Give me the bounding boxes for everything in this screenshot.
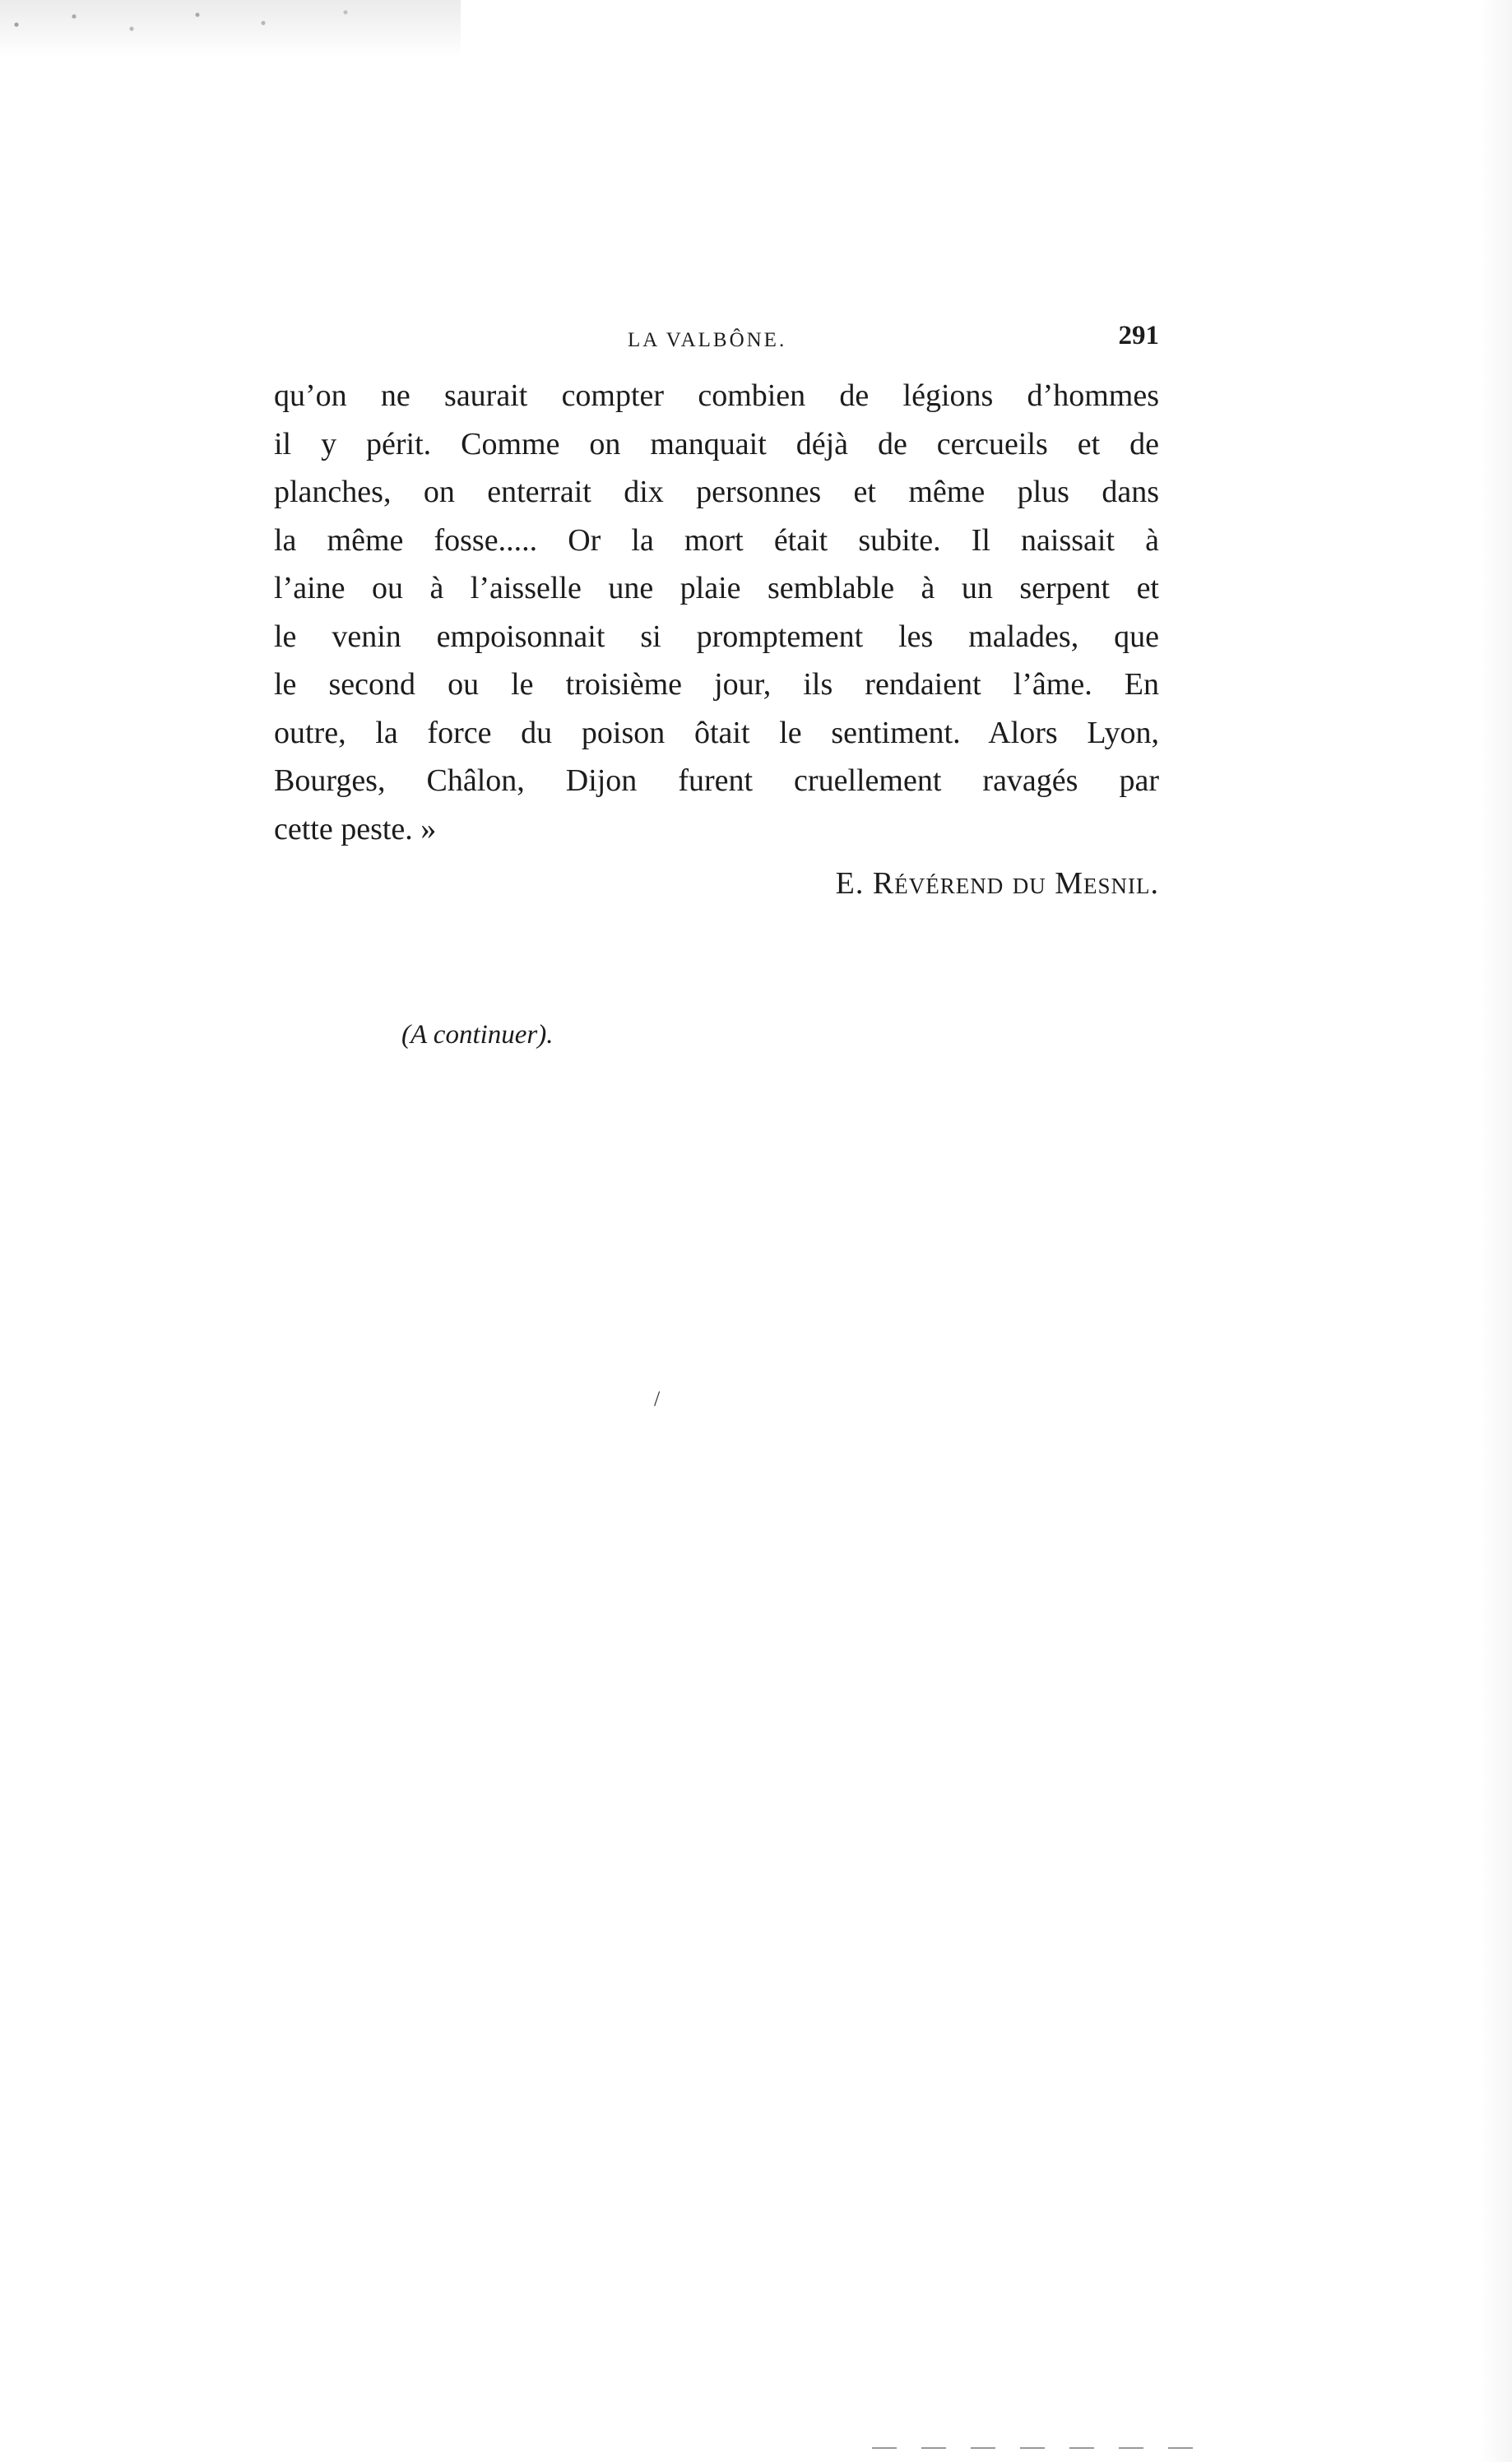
scan-speckle-top [0,0,461,58]
text-line: l’aine ou à l’aisselle une plaie semblable à un serpent et [274,571,1159,605]
page-number: 291 [1118,321,1159,350]
author-signature: E. Révérend du Mesnil. [835,866,1159,901]
scan-shadow-right [1479,0,1512,2462]
text-line: Bourges, Châlon, Dijon furent cruellement ravagés par [274,763,1159,798]
text-line: le second ou le troisième jour, ils rendaient l’âme. En [274,667,1159,702]
running-title: LA VALBÔNE. [628,329,787,351]
stray-ink-mark: / [654,1387,661,1411]
text-line: la même fosse..... Or la mort était subite. Il naissait à [274,522,1159,558]
scan-artifact-bottom [872,2447,1217,2449]
text-line: cette peste. » [274,811,437,846]
text-line: qu’on ne saurait compter combien de légions d’hommes [274,378,1159,413]
text-line: le venin empoisonnait si promptement les malades, que [274,619,1159,654]
body-paragraph [274,372,1159,853]
continuation-note: (A continuer). [401,1020,554,1050]
text-line: planches, on enterrait dix personnes et même plus dans [274,475,1159,509]
running-head [274,321,1159,370]
text-line: outre, la force du poison ôtait le sentiment. Alors Lyon, [274,715,1159,750]
text-line: il y périt. Comme on manquait déjà de cercueils et de [274,426,1159,461]
